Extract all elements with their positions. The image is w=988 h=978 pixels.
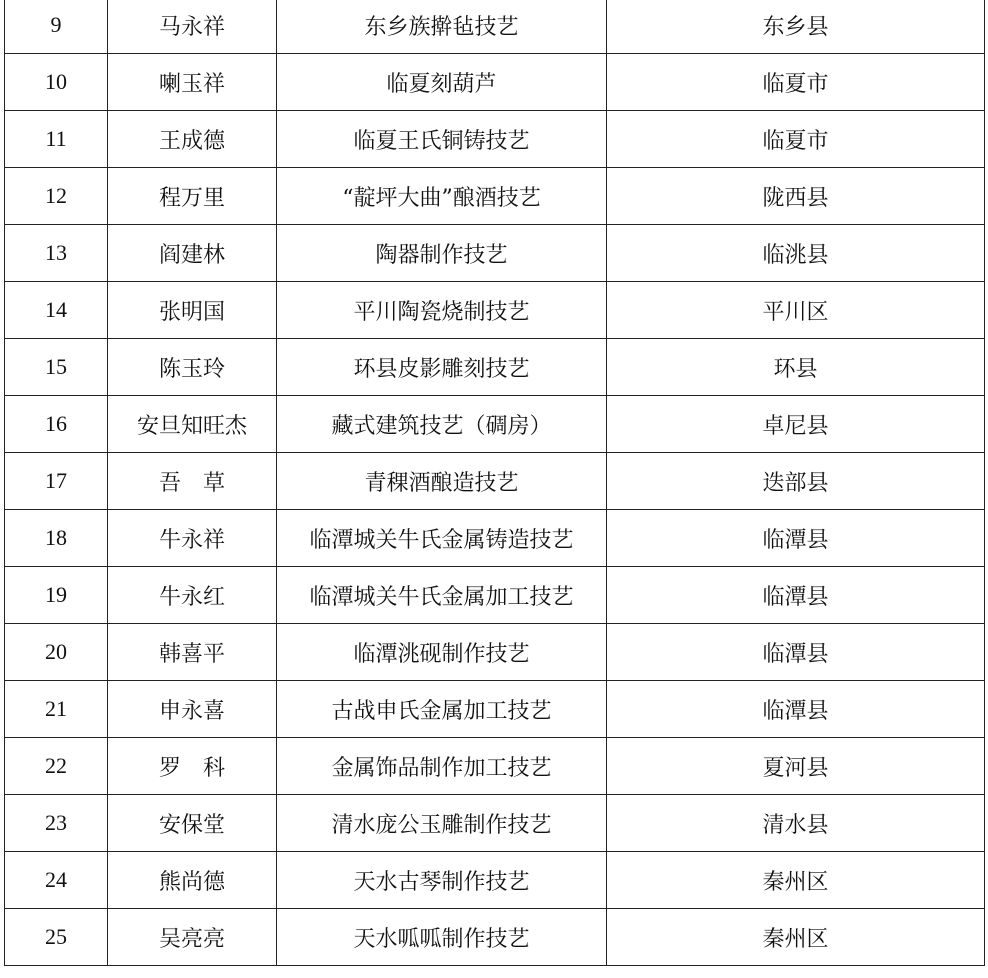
region-cell: 秦州区 [607,909,985,966]
inheritor-name-cell: 喇玉祥 [108,54,277,111]
craft-project-cell: 临夏王氏铜铸技艺 [277,111,607,168]
inheritor-name-cell: 马永祥 [108,0,277,54]
region-cell: 东乡县 [607,0,985,54]
inheritor-name-cell: 罗 科 [108,738,277,795]
craft-project-cell: 临潭洮砚制作技艺 [277,624,607,681]
craft-project-cell: 古战申氏金属加工技艺 [277,681,607,738]
craft-project-cell: 东乡族擀毡技艺 [277,0,607,54]
table-row [5,738,985,795]
inheritor-name-cell: 吾 草 [108,453,277,510]
inheritor-name-cell: 陈玉玲 [108,339,277,396]
row-number-cell: 25 [5,909,108,966]
row-number-cell: 11 [5,111,108,168]
table-row [5,339,985,396]
table-row [5,111,985,168]
region-cell: 临潭县 [607,624,985,681]
table-row [5,225,985,282]
table-row [5,54,985,111]
craft-project-cell: 藏式建筑技艺（碉房） [277,396,607,453]
inheritor-name-cell: 张明国 [108,282,277,339]
inheritor-name-cell: 韩喜平 [108,624,277,681]
row-number-cell: 22 [5,738,108,795]
inheritor-name-cell: 安保堂 [108,795,277,852]
row-number-cell: 19 [5,567,108,624]
region-cell: 临洮县 [607,225,985,282]
craft-project-cell: 天水呱呱制作技艺 [277,909,607,966]
row-number-cell: 24 [5,852,108,909]
row-number-cell: 20 [5,624,108,681]
region-cell: 卓尼县 [607,396,985,453]
heritage-inheritor-table-container [4,0,985,966]
region-cell: 临夏市 [607,111,985,168]
region-cell: 平川区 [607,282,985,339]
region-cell: 秦州区 [607,852,985,909]
craft-project-cell: 临夏刻葫芦 [277,54,607,111]
inheritor-name-cell: 吴亮亮 [108,909,277,966]
table-row [5,453,985,510]
inheritor-name-cell: 王成德 [108,111,277,168]
region-cell: 陇西县 [607,168,985,225]
row-number-cell: 18 [5,510,108,567]
row-number-cell: 9 [5,0,108,54]
craft-project-cell: “靛坪大曲”酿酒技艺 [277,168,607,225]
craft-project-cell: 金属饰品制作加工技艺 [277,738,607,795]
craft-project-cell: 青稞酒酿造技艺 [277,453,607,510]
row-number-cell: 14 [5,282,108,339]
inheritor-name-cell: 牛永红 [108,567,277,624]
region-cell: 临潭县 [607,567,985,624]
table-row [5,852,985,909]
craft-project-cell: 陶器制作技艺 [277,225,607,282]
table-row [5,909,985,966]
table-row [5,282,985,339]
row-number-cell: 17 [5,453,108,510]
inheritor-name-cell: 安旦知旺杰 [108,396,277,453]
craft-project-cell: 清水庞公玉雕制作技艺 [277,795,607,852]
inheritor-name-cell: 申永喜 [108,681,277,738]
region-cell: 临潭县 [607,510,985,567]
region-cell: 环县 [607,339,985,396]
craft-project-cell: 天水古琴制作技艺 [277,852,607,909]
table-row [5,0,985,54]
table-body [5,0,985,966]
table-row [5,681,985,738]
heritage-inheritor-table [4,0,985,966]
table-row [5,567,985,624]
craft-project-cell: 平川陶瓷烧制技艺 [277,282,607,339]
table-row [5,168,985,225]
table-row [5,795,985,852]
table-row [5,624,985,681]
inheritor-name-cell: 阎建林 [108,225,277,282]
region-cell: 临潭县 [607,681,985,738]
row-number-cell: 10 [5,54,108,111]
row-number-cell: 15 [5,339,108,396]
craft-project-cell: 环县皮影雕刻技艺 [277,339,607,396]
region-cell: 临夏市 [607,54,985,111]
region-cell: 迭部县 [607,453,985,510]
table-row [5,510,985,567]
row-number-cell: 23 [5,795,108,852]
row-number-cell: 21 [5,681,108,738]
region-cell: 夏河县 [607,738,985,795]
craft-project-cell: 临潭城关牛氏金属铸造技艺 [277,510,607,567]
inheritor-name-cell: 牛永祥 [108,510,277,567]
table-row [5,396,985,453]
craft-project-cell: 临潭城关牛氏金属加工技艺 [277,567,607,624]
region-cell: 清水县 [607,795,985,852]
row-number-cell: 12 [5,168,108,225]
inheritor-name-cell: 程万里 [108,168,277,225]
inheritor-name-cell: 熊尚德 [108,852,277,909]
row-number-cell: 16 [5,396,108,453]
row-number-cell: 13 [5,225,108,282]
